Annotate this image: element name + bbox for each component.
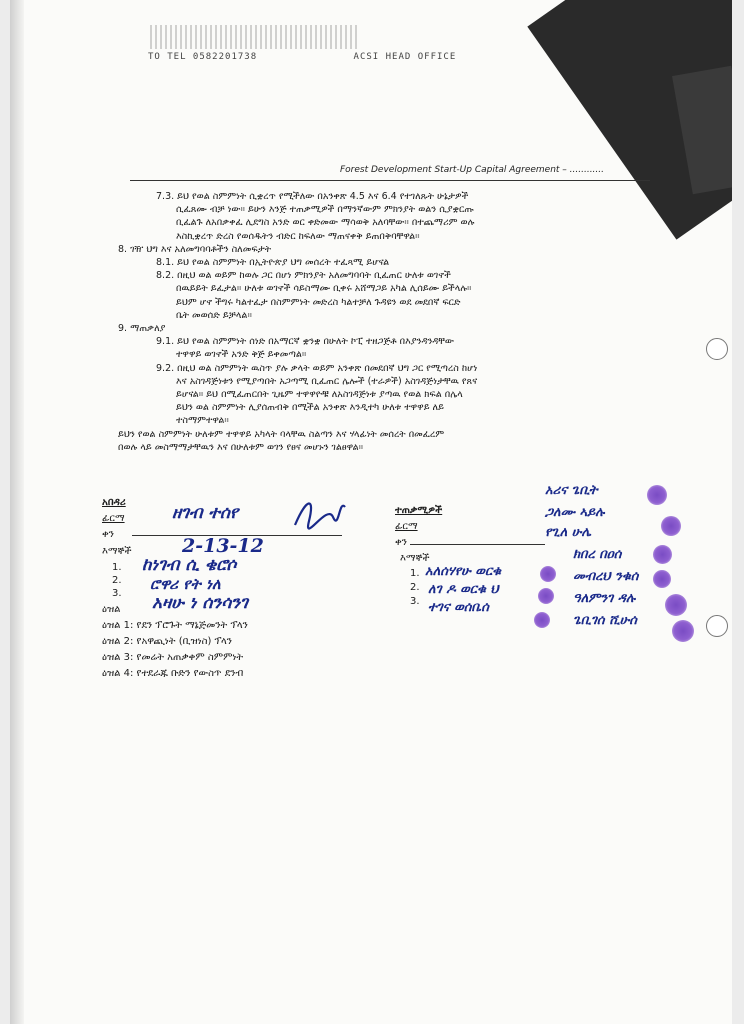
lender-witness-label: እማኞች — [102, 546, 132, 557]
beneficiaries-sign-label: ፊርማ — [395, 521, 418, 532]
member-hand: አሪና ጌቢት — [545, 483, 598, 498]
lender-signature-name: ዘገብ ተሰየ — [172, 503, 239, 523]
beneficiary-witness-hand: አለሰሃየሁ ወርቁ — [425, 564, 501, 579]
member-hand: የጊለ ሁሌ — [545, 525, 592, 540]
lender-block — [102, 497, 432, 697]
witness-num: 3. — [112, 588, 122, 599]
fax-office: ACSI HEAD OFFICE — [353, 52, 457, 62]
witness-num: 1. — [112, 562, 122, 573]
member-hand: ጌቢገሰ ሺሁሰ — [573, 613, 637, 628]
thumbprint-icon — [540, 566, 556, 582]
thumbprint-icon — [672, 620, 694, 642]
lender-date-hand: 2-13-12 — [182, 535, 264, 557]
body-line: ተስማምተዋል። — [176, 415, 229, 427]
date-rule — [410, 544, 545, 545]
beneficiaries-heading: ተጠቃሚዎች — [395, 505, 443, 516]
body-line: በወሉ ላይ መስማማታቸዉን እና በሁለቱም ወገን የፀና መሆኑን ገልፀዋል። — [118, 441, 364, 453]
attachment-item: ዕዝል 2: የአዋጪነት (ቢዝነስ) ፕላን — [102, 636, 232, 647]
body-line: 9. ማጠቃለያ — [118, 323, 166, 335]
thumbprint-icon — [538, 588, 554, 604]
witness-num: 3. — [410, 596, 420, 607]
witness-num: 1. — [410, 568, 420, 579]
beneficiary-witness-hand: ለገ ዶ ወርቁ ህ — [428, 582, 499, 597]
attachment-label: ዕዝል — [102, 604, 121, 615]
body-line: በዉይይት ይፈታል። ሁለቱ ወገኖች ሳይስማሙ ቢቀሩ አሸማጋይ አካል ሊሰይሙ ይችላሉ። — [176, 283, 472, 295]
thumbprint-icon — [653, 570, 671, 588]
fax-noise — [150, 25, 360, 49]
body-line: እስኪቋረጥ ድረስ የወሰዱትን ብድር ከፍለው ማጠናቀቅ ይጠበቅባቸዋል። — [176, 230, 420, 242]
fax-header — [148, 52, 456, 62]
body-line: ተዋዋይ ወገኖች አንድ ቅጅ ይቀመጣል። — [176, 349, 307, 361]
thumbprint-icon — [653, 545, 672, 564]
member-hand: ክበረ በዐሰ — [573, 547, 622, 562]
body-line: ሲፈጸሙ ብቻ ነው። ይሁን እንጅ ተጠቃሚዎች በማንኛውም ምክንያት ወልን ሲያቋርጡ — [176, 204, 474, 216]
body-line: ይህን ወል ስምምነት ሊያሰጠብቅ በሚችል አንቀጽ እንዲተካ ሁለቱ ተዋዋይ ለይ — [176, 402, 444, 414]
body-line: 8. ገዥ ህግ እና አለመግባባቶችን ስለመፍታት — [118, 243, 272, 255]
thumbprint-icon — [665, 594, 687, 616]
attachment-item: ዕዝል 4: የተደራጁ ቡድን የውስጥ ደንብ — [102, 668, 244, 679]
body-line: እና አስገዳጅነቱን የሚያጣበት አጋጣሚ ቢፈጠር ሌሎች (ተራዎች) አስገዳጅነታቸዉ የጸና — [176, 375, 478, 387]
thumbprint-icon — [647, 485, 667, 505]
agreement-body — [118, 190, 698, 454]
body-line: 9.1. ይህ የወል ስምምነት ሰነድ በአማርኛ ቋንቋ በሁለት ኮፒ ተዘጋጅቶ በእያንዳንዳቸው — [156, 336, 454, 348]
thumbprint-icon — [661, 516, 681, 536]
body-line: ይህም ሆኖ ችግሩ ካልተፈታ በስምምነት መድረስ ካልተቻለ ጉዳዩን ወደ መደበኛ ፍርድ — [176, 296, 461, 308]
punch-hole — [706, 338, 728, 360]
body-line: ይሆናል። ይህ በሚፈጠርበት ጊዜም ተዋዋዮቹ ለአስገዳጅነቱ ያጣዉ የወል ክፍል በሌላ — [176, 389, 463, 401]
lender-witness-hand: ሮዋሪ የት ነለ — [150, 575, 221, 593]
body-line: ቢፈልጉ ለአበቃቀፈ ሊደግስ አንድ ወር ቀድመው ማሳወቅ አለባቸው። በተጨማሪም ወሉ — [176, 217, 475, 229]
body-line: ቤት መወሰድ ይቻላል። — [176, 309, 252, 321]
attachment-item: ዕዝል 3: የመሬት አጠቃቀም ስምምነት — [102, 652, 244, 663]
lender-sign-label: ፊርማ — [102, 513, 125, 524]
attachment-item: ዕዝል 1: የደን ፕሮጉት ማኔጅመንት ፕላን — [102, 620, 248, 631]
fax-tel: TO TEL 0582201738 — [148, 52, 258, 62]
lender-heading: አበዳሪ — [102, 497, 126, 508]
body-line: 7.3. ይህ የወል ስምምነት ሲቋረጥ የሚችለው በአንቀጽ 4.5 እና 6.4 የተገለጹት ሁኔታዎች — [156, 191, 469, 202]
beneficiaries-date-label: ቀን — [395, 537, 407, 548]
thumbprint-icon — [534, 612, 550, 628]
member-hand: ዓለምንገ ዳሉ — [573, 591, 636, 606]
lender-witness-hand: ከነገብ ሲ ቄሮሶ — [142, 555, 237, 575]
beneficiaries-witness-label: እማኞች — [400, 553, 430, 564]
binding-edge — [10, 0, 24, 1024]
signature-scribble-icon — [287, 495, 347, 535]
member-hand: መብረህ ንቁሰ — [573, 569, 639, 584]
member-hand: ጋለሙ ኣይሉ — [545, 505, 605, 520]
body-line: ይህን የወል ስምምነት ሁለቱም ተዋዋይ አካላት ባላቸዉ ስልጣን እና ሃላፊነት መሰረት በመፈረም — [118, 428, 445, 440]
body-line: 8.2. በዚህ ወል ወይም ከወሉ ጋር በሆነ ምክንያት አለመግባባት ቢፈጠር ሁለቱ ወገኖች — [156, 270, 451, 282]
document-page — [10, 0, 732, 1024]
beneficiary-witness-hand: ተገና ወሰቤሰ — [428, 600, 489, 615]
lender-witness-hand: አዛሁ ነ ሰንሳንገ — [152, 593, 248, 613]
header-rule — [130, 180, 650, 181]
witness-num: 2. — [112, 575, 122, 586]
body-line: 8.1. ይህ የወል ስምምነት በኢትዮጵያ ህግ መሰረት ተፈጻሚ ይሆናል — [156, 257, 390, 269]
document-title: Forest Development Start-Up Capital Agreement – ............ — [340, 165, 604, 175]
body-line: 9.2. በዚህ ወል ስምምነት ዉስጥ ያሉ ቃላት ወይም አንቀጽ በመደበኛ ህግ ጋር የሚጣረስ ከሆነ — [156, 362, 478, 374]
witness-num: 2. — [410, 582, 420, 593]
lender-date-label: ቀን — [102, 529, 114, 540]
